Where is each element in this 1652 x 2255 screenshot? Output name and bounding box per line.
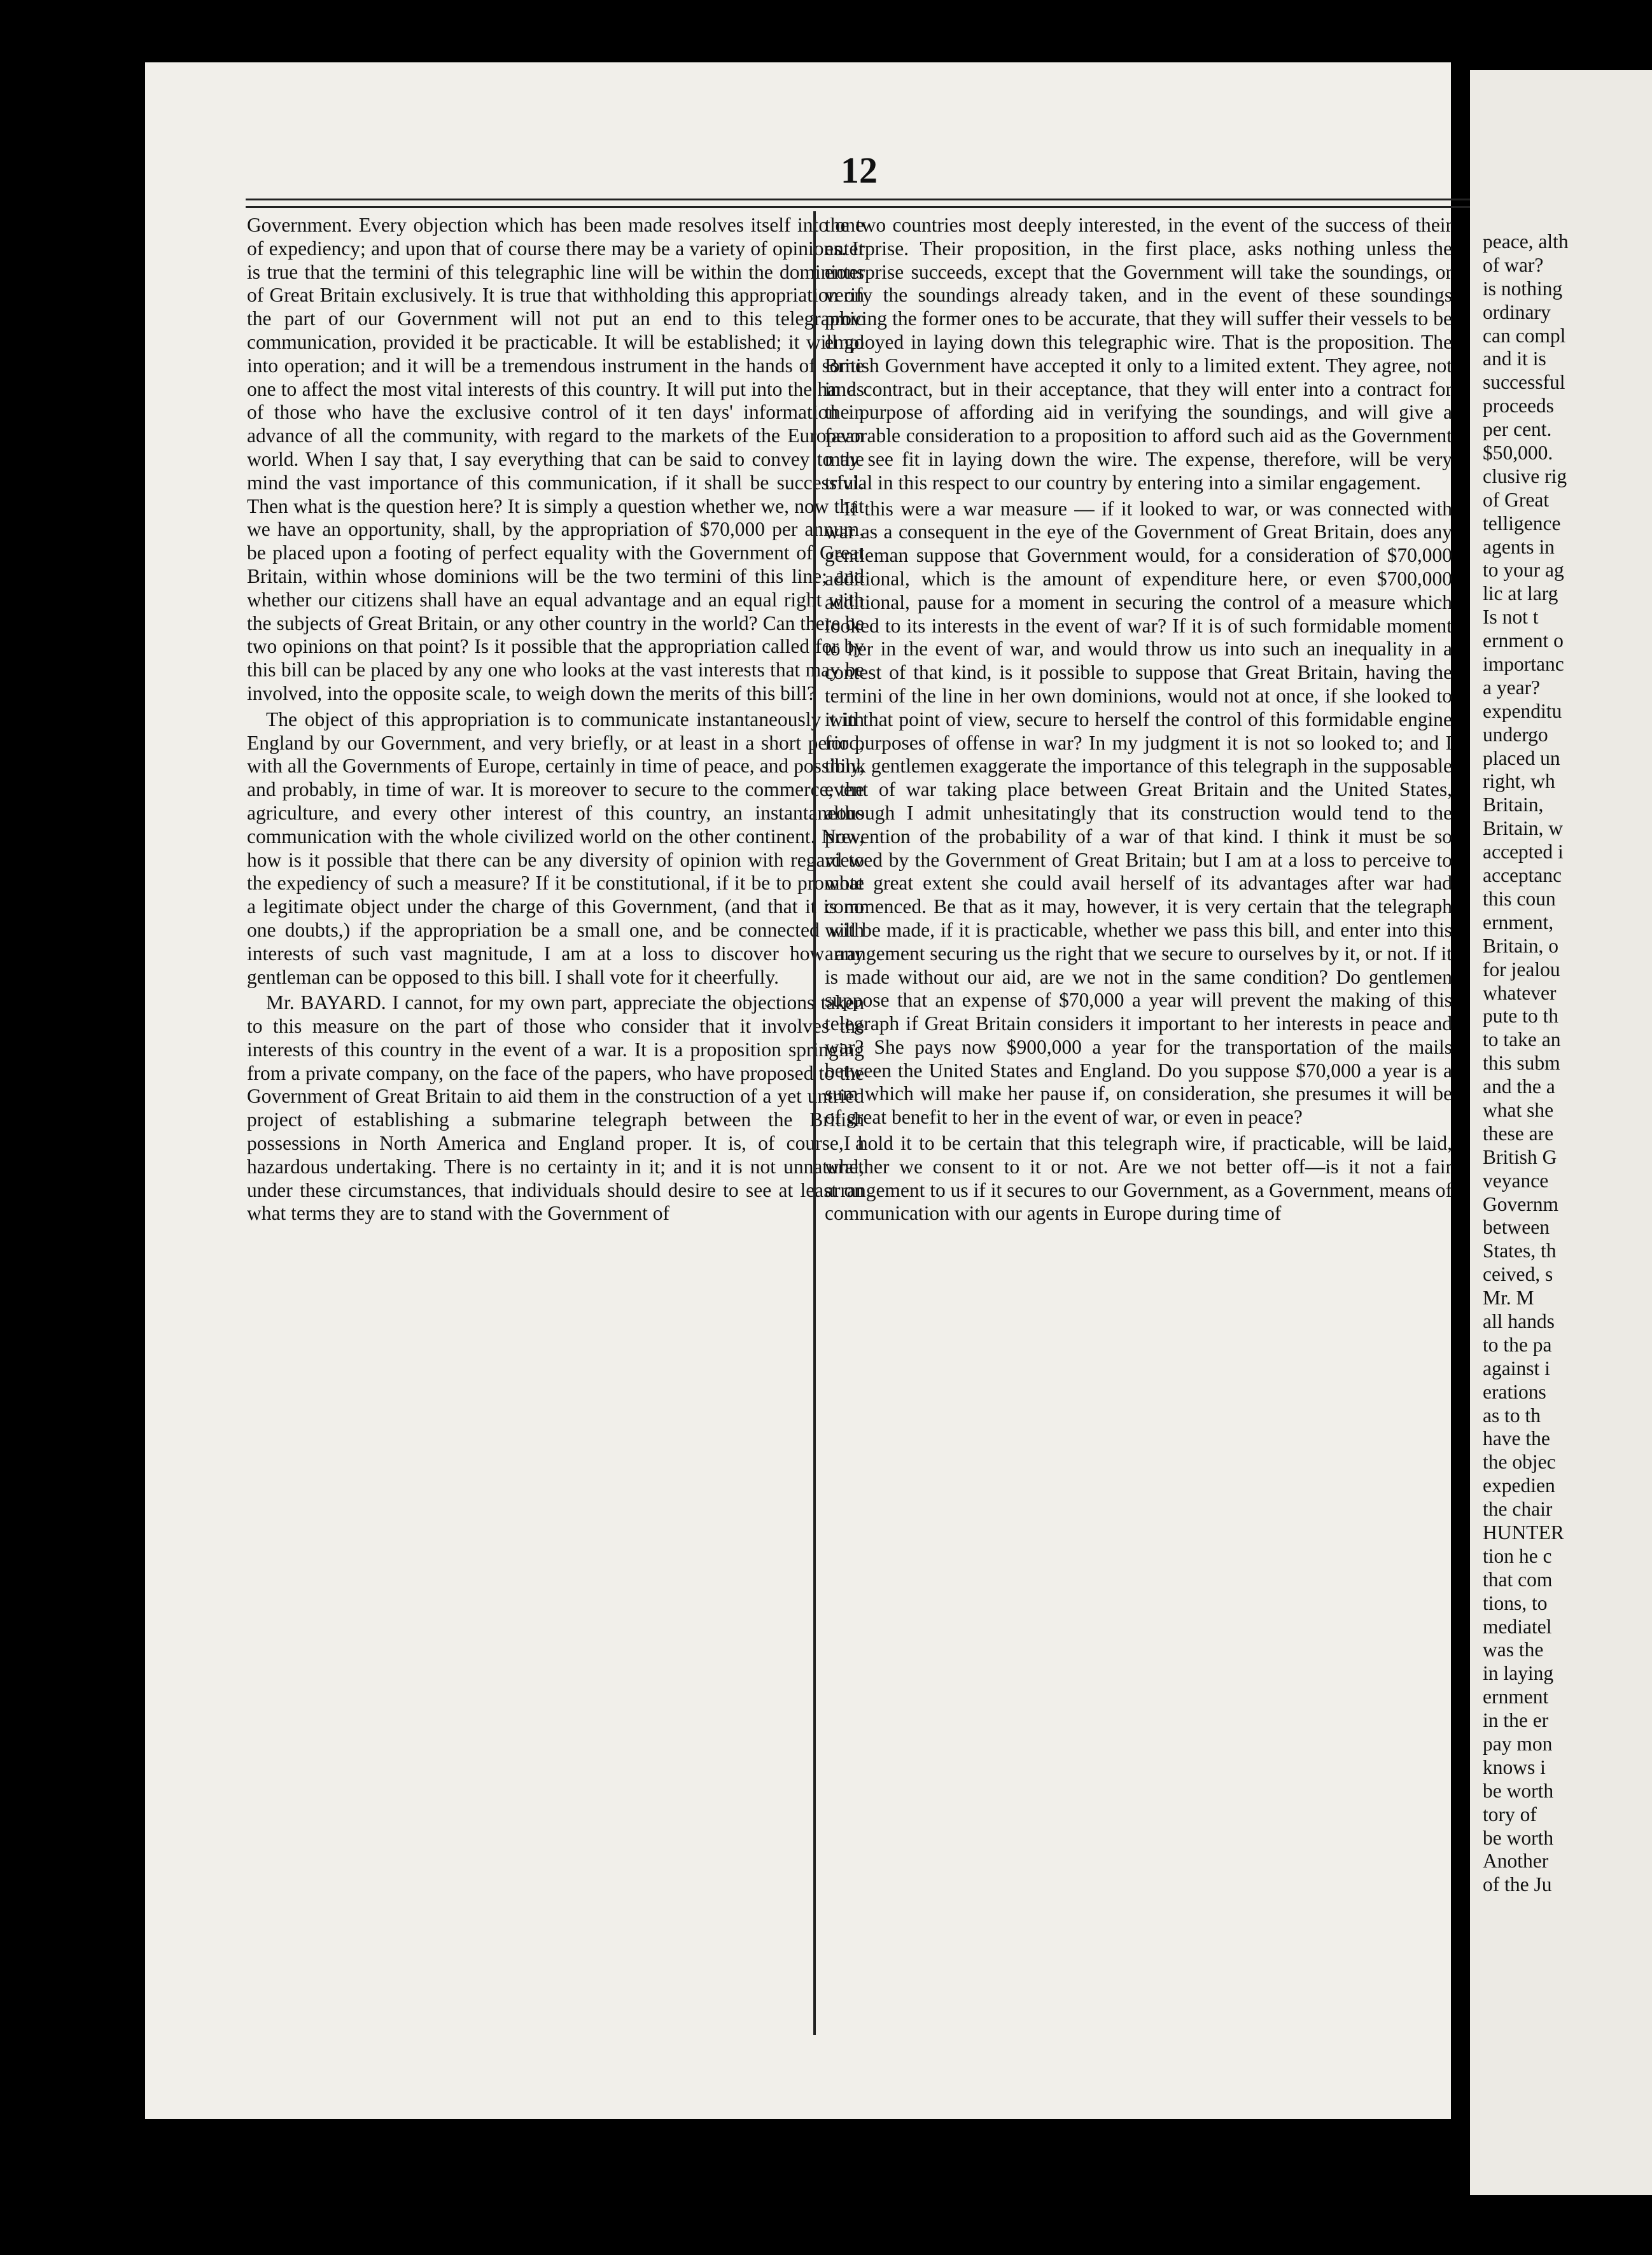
adjacent-page-line: as to th (1483, 1404, 1541, 1427)
adjacent-page-line: accepted i (1483, 841, 1564, 863)
adjacent-page-line: be worth (1483, 1779, 1554, 1802)
adjacent-page-line: ernment (1483, 1686, 1549, 1708)
adjacent-page-line: importanc (1483, 653, 1564, 676)
adjacent-page-line: telligence (1483, 512, 1561, 534)
adjacent-page-line: to the pa (1483, 1333, 1552, 1356)
adjacent-page-line: pute to th (1483, 1005, 1558, 1028)
adjacent-page-line: tions, to (1483, 1591, 1548, 1614)
adjacent-page-line: proceeds (1483, 394, 1554, 417)
adjacent-page-line: agents in (1483, 535, 1555, 558)
adjacent-page-line: and the a (1483, 1075, 1555, 1098)
adjacent-page-line: clusive rig (1483, 464, 1567, 487)
adjacent-page-line: a year? (1483, 676, 1541, 699)
paragraph: Mr. BAYARD. I cannot, for my own part, appreciate the objections taken to this measure on the part of those who consider that it involves the interests of this country in the event of a war. It is a proposition springing from a private company, on the face of the papers, who have proposed to the Government of Great Britain to aid them in the construction of a yet untried project of establishing a submarine telegraph between the British possessions in North America and England proper. It is, of course, a hazardous undertaking. There is no certainty in it; and it is not unnatural, under these circumstances, that individuals should desire to see at least on what terms they are to stand with the Government of (247, 991, 864, 1225)
adjacent-page-line: that com (1483, 1568, 1553, 1591)
adjacent-page-line: Britain, o (1483, 934, 1558, 957)
adjacent-page-line: expedien (1483, 1474, 1555, 1497)
adjacent-page-line: tion he c (1483, 1544, 1552, 1567)
adjacent-page-line: the objec (1483, 1451, 1556, 1474)
adjacent-page-line: whatever (1483, 981, 1557, 1004)
adjacent-page-line: and it is (1483, 347, 1546, 370)
adjacent-page-line: what she (1483, 1098, 1554, 1121)
paragraph: Government. Every objection which has been made resolves itself into one of expediency; and upon that of course there may be a variety of opinions. It is true that the termini of this telegraphic line will be within the dominions of Great Britain exclusively. It is true that withholding this appropriation on the part of our Government will not put an end to this telegraphic communication, provided it be practicable. It will be established; it will go into operation; and it will be a tremendous instrument in the hands of some one to affect the most vital interests of this country. It will put into the hands of those who have the exclusive control of it ten days' information in advance of all the community, with regard to the markets of the European world. When I say that, I say everything that can be said to convey to the mind the vast importance of this communication, if it shall be successful. Then what is the question here? It is simply a question whether we, now that we have an opportunity, shall, by the appropriation of $70,000 per annum, be placed upon a footing of perfect equality with the Government of Great Britain, within whose dominions will be the two termini of this line; and whether our citizens shall have an equal advantage and an equal right with the subjects of Great Britain, or any other country in the world? Can there be two opinions on that point? Is it possible that the appropriation called for by this bill can be placed by any one who looks at the vast interests that may be involved, into the opposite scale, to weigh down the merits of this bill? (247, 214, 864, 704)
adjacent-page-line: undergo (1483, 723, 1548, 746)
adjacent-page-text-fragments (1483, 230, 1652, 1897)
adjacent-page-line: veyance (1483, 1169, 1549, 1192)
adjacent-page-line: Is not t (1483, 606, 1539, 629)
adjacent-page-line: of the Ju (1483, 1873, 1552, 1896)
adjacent-page-line: per cent. (1483, 418, 1552, 441)
adjacent-page-line: tory of (1483, 1803, 1537, 1826)
adjacent-page-line: Another (1483, 1850, 1549, 1873)
adjacent-page-line: erations (1483, 1380, 1546, 1403)
left-text-column (247, 214, 864, 2028)
header-double-rule (246, 199, 1487, 208)
adjacent-page-line: be worth (1483, 1826, 1554, 1849)
page-number: 12 (841, 150, 878, 191)
paragraph: the two countries most deeply interested, in the event of the success of their enterprise. Their proposition, in the first place, asks nothing unless the enterprise succeeds, except that the Government will take the soundings, or verify the soundings already taken, and in the event of these soundings proving the former ones to be accurate, that they will suffer their vessels to be employed in laying down this telegraphic wire. That is the proposition. The British Government have accepted it only to a limited extent. They agree, not in a contract, but in their acceptance, that they will enter into a contract for the purpose of affording aid in verifying the soundings, and will give a favorable consideration to a proposition to afford such aid as the Government may see fit in laying down the wire. The expense, therefore, will be very trivial in this respect to our country by entering into a similar engagement. (825, 214, 1452, 494)
adjacent-page-edge (1470, 70, 1652, 2195)
adjacent-page-line: was the (1483, 1638, 1544, 1661)
adjacent-page-line: to your ag (1483, 559, 1564, 582)
adjacent-page-line: expenditu (1483, 699, 1562, 722)
adjacent-page-line: Mr. M (1483, 1287, 1534, 1309)
adjacent-page-line: States, th (1483, 1239, 1557, 1262)
paragraph: If this were a war measure — if it looked to war, or was connected with war as a consequent in the eye of the Government of Great Britain, does any gentleman suppose that Government would, for a consideration of $70,000 additional, which is the amount of expenditure here, or even $700,000 additional, pause for a moment in securing the control of a measure which looked to its interests in the event of war? If it is of such formidable moment to her in the event of war, and would throw us into such an inequality in a contest of that kind, is it possible to suppose that Great Britain, having the termini of the line in her own dominions, would not at once, if she looked to it in that point of view, secure to herself the control of this formidable engine for purposes of offense in war? In my judgment it is not so looked to; and I think gentlemen exaggerate the importance of this telegraph in the supposable event of war taking place between Great Britain and the United States, although I admit unhesitatingly that its construction would tend to the prevention of the probability of a war of that kind. I think it must be so viewed by the Government of Great Britain; but I am at a loss to perceive to what great extent she could avail herself of its advantages after war had commenced. Be that as it may, however, it is very certain that the telegraph will be made, if it is practicable, whether we pass this bill, and enter into this arrangement securing us the right that we secure to ourselves by it, or not. If it is made without our aid, are we not in the same condition? Do gentlemen suppose that an expense of $70,000 a year will prevent the making of this telegraph if Great Britain considers it important to her interests in peace and war? She pays now $900,000 a year for the transportation of the mails between the United States and England. Do you suppose $70,000 a year is a sum which will make her pause if, on consideration, she presumes it will be of great benefit to her in the event of war, or even in peace? (825, 497, 1452, 1129)
adjacent-page-line: ordinary (1483, 300, 1551, 323)
adjacent-page-line: all hands (1483, 1309, 1555, 1332)
adjacent-page-line: ernment o (1483, 629, 1564, 652)
adjacent-page-line: peace, alth (1483, 230, 1569, 253)
adjacent-page-line: to take an (1483, 1028, 1561, 1051)
adjacent-page-line: in laying (1483, 1662, 1554, 1685)
right-text-column (825, 214, 1452, 2028)
document-page (145, 62, 1451, 2119)
paragraph: The object of this appropriation is to communicate instantaneously with England by our Government, and very briefly, or at least in a short period, with all the Governments of Europe, certainly in time of peace, and possibly, and probably, in time of war. It is moreover to secure to the commerce, the agriculture, and every other interest of this country, an instantaneous communication with the whole civilized world on the other continent. Now, how is it possible that there can be any diversity of opinion with regard to the expediency of such a measure? If it be constitutional, if it be to promote a legitimate object under the charge of this Government, (and that it is no one doubts,) if the appropriation be a small one, and be connected with interests of such vast magnitude, I am at a loss to discover how any gentleman can be opposed to this bill. I shall vote for it cheerfully. (247, 708, 864, 988)
adjacent-page-line: is nothing (1483, 277, 1563, 300)
adjacent-page-line: of war? (1483, 253, 1544, 276)
adjacent-page-line: pay mon (1483, 1733, 1553, 1755)
adjacent-page-line: the chair (1483, 1498, 1553, 1521)
adjacent-page-line: successful (1483, 371, 1565, 394)
column-divider (813, 211, 816, 2035)
adjacent-page-line: ceived, s (1483, 1263, 1553, 1286)
adjacent-page-line: this subm (1483, 1052, 1560, 1075)
adjacent-page-line: right, wh (1483, 770, 1555, 793)
adjacent-page-line: HUNTER (1483, 1521, 1564, 1544)
adjacent-page-line: between (1483, 1216, 1550, 1239)
adjacent-page-line: in the er (1483, 1709, 1549, 1732)
adjacent-page-line: this coun (1483, 887, 1556, 910)
adjacent-page-line: lic at larg (1483, 582, 1558, 605)
adjacent-page-line: Britain, (1483, 793, 1544, 816)
adjacent-page-line: these are (1483, 1122, 1554, 1145)
adjacent-page-line: mediatel (1483, 1615, 1552, 1638)
adjacent-page-line: knows i (1483, 1756, 1546, 1778)
adjacent-page-line: for jealou (1483, 958, 1560, 981)
adjacent-page-line: can compl (1483, 324, 1566, 347)
adjacent-page-line: $50,000. (1483, 442, 1553, 464)
adjacent-page-line: Britain, w (1483, 817, 1563, 840)
paragraph: I hold it to be certain that this telegraph wire, if practicable, will be laid, whether we consent to it or not. Are we not better off—is it not a fair arrangement to us if it secures to our Government, as a Government, means of communication with our agents in Europe during time of (825, 1132, 1452, 1225)
adjacent-page-line: have the (1483, 1427, 1550, 1450)
adjacent-page-line: of Great (1483, 488, 1550, 511)
adjacent-page-line: ernment, (1483, 911, 1554, 933)
adjacent-page-line: placed un (1483, 746, 1560, 769)
adjacent-page-line: British G (1483, 1145, 1557, 1168)
adjacent-page-line: Governm (1483, 1192, 1558, 1215)
adjacent-page-line: acceptanc (1483, 864, 1562, 887)
adjacent-page-line: against i (1483, 1357, 1550, 1379)
